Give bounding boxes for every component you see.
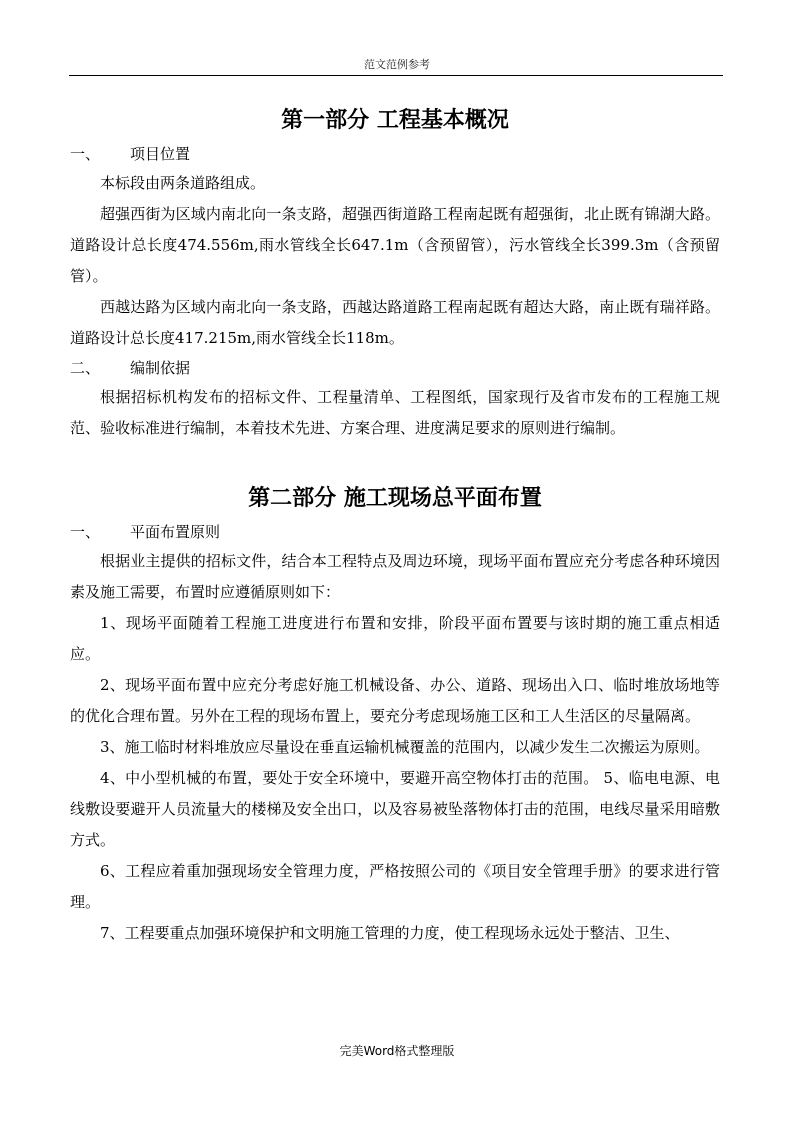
list-item: 1、现场平面随着工程施工进度进行布置和安排，阶段平面布置要与该时期的施工重点相适应。: [70, 614, 720, 663]
part2-title: 第二部分 施工现场总平面布置: [248, 485, 542, 511]
part1-title: 第一部分 工程基本概况: [281, 107, 509, 133]
section-title: 编制依据: [130, 359, 191, 377]
list-item: 4、中小型机械的布置，要处于安全环境中，要避开高空物体打击的范围。 5、临电电源、电线敷设要避开人员流量大的楼梯及安全出口，以及容易被坠落物体打击的范围，电线尽量采用暗敷方式。: [70, 769, 720, 849]
paragraph: 超强西街为区域内南北向一条支路，超强西街道路工程南起既有超强街，北止既有锦湖大路。道路设计总长度474.556m,雨水管线全长647.1m（含预留管），污水管线全长399.3m（含预留管）。: [70, 205, 720, 285]
list-item: 2、现场平面布置中应充分考虑好施工机械设备、办公、道路、现场出入口、临时堆放场地等的优化合理布置。另外在工程的现场布置上，要充分考虑现场施工区和工人生活区的尽量隔离。: [70, 676, 720, 725]
paragraph: 本标段由两条道路组成。: [100, 174, 266, 192]
part2-section1-heading: [70, 518, 720, 546]
list-item: 7、工程要重点加强环境保护和文明施工管理的力度，使工程现场永远处于整洁、卫生、: [100, 924, 680, 942]
section-number: 二、: [70, 359, 101, 377]
part1-section1-heading: [70, 140, 720, 168]
page-footer: 完美Word格式整理版: [339, 1044, 455, 1058]
paragraph: 根据业主提供的招标文件，结合本工程特点及周边环境，现场平面布置应充分考虑各种环境因素及施工需要，布置时应遵循原则如下：: [70, 552, 720, 601]
section-title: 项目位置: [130, 145, 191, 163]
paragraph: 西越达路为区域内南北向一条支路，西越达路道路工程南起既有超达大路，南止既有瑞祥路。道路设计总长度417.215m,雨水管线全长118m。: [70, 298, 720, 347]
paragraph: 根据招标机构发布的招标文件、工程量清单、工程图纸，国家现行及省市发布的工程施工规范、验收标准进行编制，本着技术先进、方案合理、进度满足要求的原则进行编制。: [70, 388, 720, 437]
section-number: 一、: [70, 523, 101, 541]
header-rule: [69, 75, 723, 76]
part1-section2-heading: [70, 354, 720, 382]
document-body: [70, 100, 720, 949]
list-item: 6、工程应着重加强现场安全管理力度，严格按照公司的《项目安全管理手册》的要求进行管理。: [70, 862, 720, 911]
section-title: 平面布置原则: [130, 523, 221, 541]
page-header: 范文范例参考: [364, 58, 430, 71]
list-item: 3、施工临时材料堆放应尽量设在垂直运输机械覆盖的范围内，以减少发生二次搬运为原则。: [100, 738, 710, 756]
section-number: 一、: [70, 145, 101, 163]
